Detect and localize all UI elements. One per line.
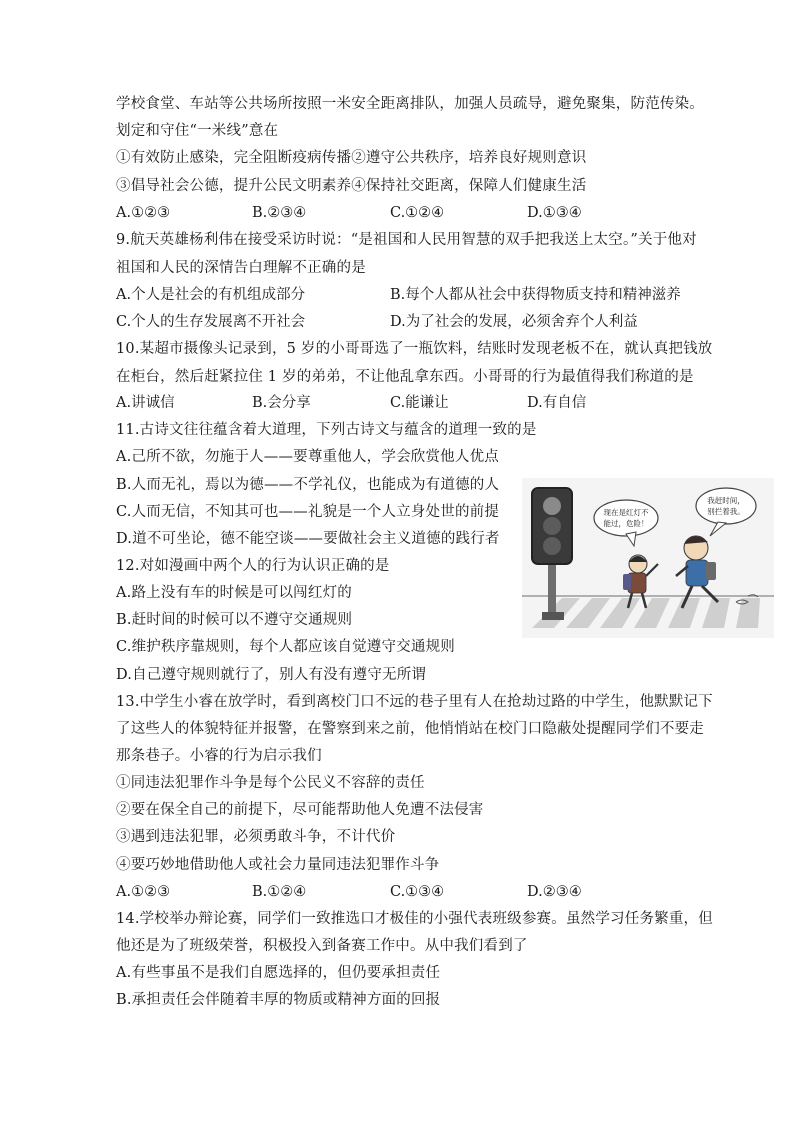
q12-option-a: A.路上没有车的时候是可以闯红灯的	[116, 585, 352, 601]
q10-stem-line2: 在柜台，然后赶紧拉住 1 岁的弟弟，不让他乱拿东西。小哥哥的行为最值得我们称道的是	[116, 369, 694, 385]
bubble-left-line2: 能过，危险！	[603, 519, 649, 528]
q12-option-d: D.自己遵守规则就行了，别人有没有遵守无所谓	[116, 667, 427, 683]
q13-option-a: A.①②③	[116, 884, 171, 900]
q14-option-b: B.承担责任会伴随着丰厚的物质或精神方面的回报	[116, 992, 441, 1008]
q12-option-b: B.赶时间的时候可以不遵守交通规则	[116, 612, 353, 628]
q10-stem-line1: 10.某超市摄像头记录到，5 岁的小哥哥选了一瓶饮料，结账时发现老板不在，就认真把钱放	[116, 341, 713, 357]
bubble-right-line2: 别拦着我。	[707, 507, 745, 516]
q13-stem-line3: 那条巷子。小睿的行为启示我们	[116, 748, 322, 764]
q13-option-b: B.①②④	[252, 884, 307, 900]
q8-option-a: A.①②③	[116, 205, 171, 221]
q11-option-d: D.道不可坐论，德不能空谈——要做社会主义道德的践行者	[116, 531, 500, 547]
q9-option-b: B.每个人都从社会中获得物质支持和精神滋养	[390, 287, 681, 303]
q13-stem-line2: 了这些人的体貌特征并报警，在警察到来之前，他悄悄站在校门口隐蔽处提醒同学们不要走	[116, 721, 704, 737]
q8-statement-1-2: ①有效防止感染，完全阻断疫病传播②遵守公共秩序，培养良好规则意识	[116, 150, 587, 166]
q10-option-b: B.会分享	[252, 395, 311, 411]
q12-stem: 12.对如漫画中两个人的行为认识正确的是	[116, 558, 390, 574]
q11-option-a: A.己所不欲，勿施于人——要尊重他人，学会欣赏他人优点	[116, 449, 499, 465]
traffic-light-cartoon	[522, 478, 774, 638]
q9-option-d: D.为了社会的发展，必须舍弃个人利益	[390, 314, 638, 330]
q8-option-c: C.①②④	[390, 205, 445, 221]
q13-statement-3: ③遇到违法犯罪，必须勇敢斗争，不计代价	[116, 829, 396, 845]
q8-stem-line1: 学校食堂、车站等公共场所按照一米安全距离排队，加强人员疏导，避免聚集，防范传染。	[116, 96, 704, 112]
q8-option-b: B.②③④	[252, 205, 307, 221]
q10-option-a: A.讲诚信	[116, 395, 175, 411]
q11-stem: 11.古诗文往往蕴含着大道理，下列古诗文与蕴含的道理一致的是	[116, 422, 537, 438]
q13-option-d: D.②③④	[527, 884, 582, 900]
q14-stem-line1: 14.学校举办辩论赛，同学们一致推选口才极佳的小强代表班级参赛。虽然学习任务繁重，但	[116, 911, 713, 927]
q13-statement-1: ①同违法犯罪作斗争是每个公民义不容辞的责任	[116, 775, 425, 791]
q9-stem-line1: 9.航天英雄杨利伟在接受采访时说：“是祖国和人民用智慧的双手把我送上太空。”关于他对	[116, 232, 697, 248]
q8-statement-3-4: ③倡导社会公德，提升公民文明素养④保持社交距离，保障人们健康生活	[116, 178, 587, 194]
q11-option-b: B.人而无礼，焉以为德——不学礼仪，也能成为有道德的人	[116, 477, 500, 493]
q9-option-a: A.个人是社会的有机组成部分	[116, 287, 306, 303]
bubble-right-line1: 我赶时间，	[707, 496, 745, 505]
q13-statement-4: ④要巧妙地借助他人或社会力量同违法犯罪作斗争	[116, 857, 440, 873]
q10-option-d: D.有自信	[527, 395, 587, 411]
q13-statement-2: ②要在保全自己的前提下，尽可能帮助他人免遭不法侵害	[116, 802, 484, 818]
q9-stem-line2: 祖国和人民的深情告白理解不正确的是	[116, 260, 366, 276]
bubble-left-line1: 现在是红灯不	[603, 508, 649, 517]
q13-option-c: C.①③④	[390, 884, 445, 900]
q14-option-a: A.有些事虽不是我们自愿选择的，但仍要承担责任	[116, 965, 441, 981]
q12-option-c: C.维护秩序靠规则，每个人都应该自觉遵守交通规则	[116, 639, 455, 655]
q13-stem-line1: 13.中学生小睿在放学时，看到离校门口不远的巷子里有人在抢劫过路的中学生，他默默记下	[116, 694, 713, 710]
q8-option-d: D.①③④	[527, 205, 582, 221]
q9-option-c: C.个人的生存发展离不开社会	[116, 314, 306, 330]
q14-stem-line2: 他还是为了班级荣誉，积极投入到备赛工作中。从中我们看到了	[116, 938, 528, 954]
q10-option-c: C.能谦让	[390, 395, 449, 411]
q8-stem-line2: 划定和守住“一米线”意在	[116, 123, 279, 139]
q11-option-c: C.人而无信，不知其可也——礼貌是一个人立身处世的前提	[116, 504, 500, 520]
